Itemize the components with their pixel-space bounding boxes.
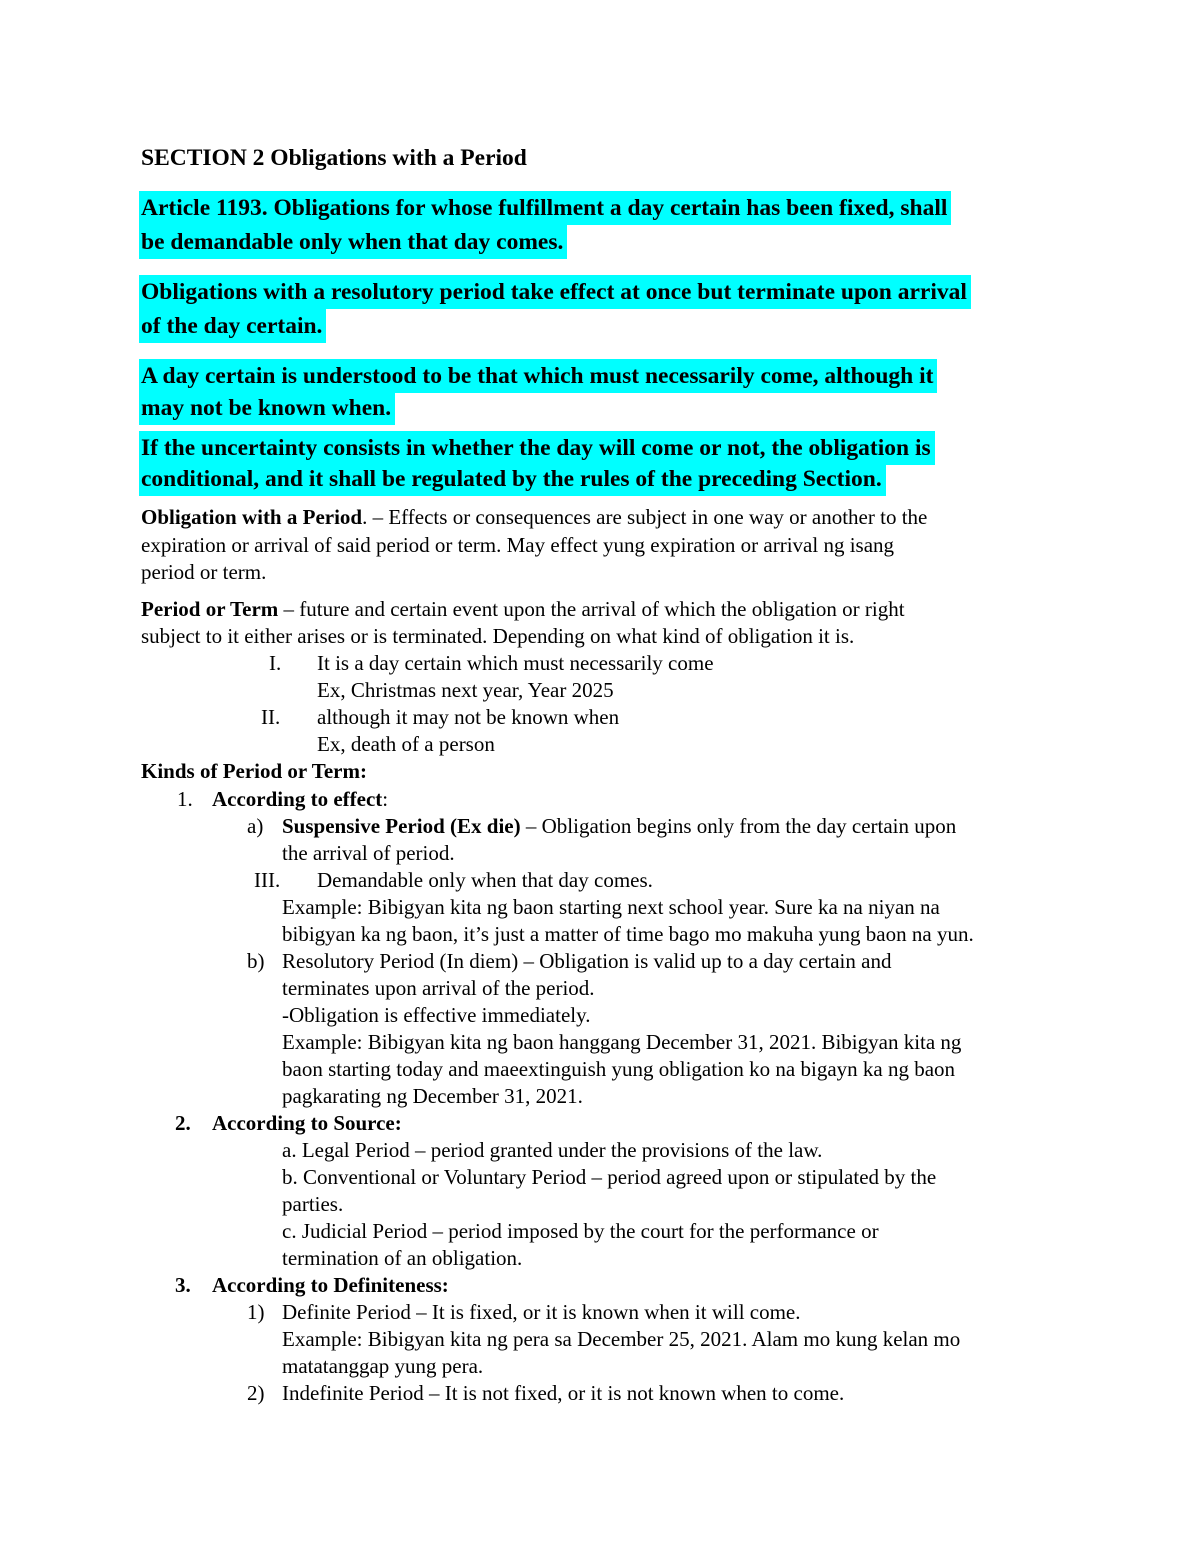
article-para4-line-1: If the uncertainty consists in whether the day will come or not, the obligation is <box>139 431 935 465</box>
roman-item-1: It is a day certain which must necessarily come <box>317 651 714 675</box>
roman-marker-1: I. <box>269 651 282 675</box>
kind2-c-line-1: c. Judicial Period – period imposed by the court for the performance or <box>282 1219 879 1243</box>
article-para3-line-1: A day certain is understood to be that which must necessarily come, although it <box>139 359 937 393</box>
article-para2-line-2: of the day certain. <box>139 309 326 343</box>
kind1-title-line: According to effect: <box>212 787 389 811</box>
kind1-b-line-6: pagkarating ng December 31, 2021. <box>282 1084 583 1108</box>
article-para2-line-1: Obligations with a resolutory period take effect at once but terminate upon arrival <box>139 275 971 309</box>
kind2-c-line-2: termination of an obligation. <box>282 1246 523 1270</box>
roman-item-2-example: Ex, death of a person <box>317 732 495 756</box>
kind1-a-marker: a) <box>247 814 264 838</box>
kind3-item1-line-1: Definite Period – It is fixed, or it is known when it will come. <box>282 1300 801 1324</box>
definition1-line-3: period or term. <box>141 560 267 584</box>
article-para4-line-2: conditional, and it shall be regulated by the rules of the preceding Section. <box>139 462 886 496</box>
kind3-item1-marker: 1) <box>247 1300 265 1324</box>
kind3-item1-line-3: matatanggap yung pera. <box>282 1354 484 1378</box>
roman-item-1-example: Ex, Christmas next year, Year 2025 <box>317 678 614 702</box>
kind1-a-line-1: Suspensive Period (Ex die) – Obligation begins only from the day certain upon <box>282 814 957 838</box>
kind2-a: a. Legal Period – period granted under the provisions of the law. <box>282 1138 823 1162</box>
kind1-a-line-2: the arrival of period. <box>282 841 455 865</box>
definition1-line-2: expiration or arrival of said period or term. May effect yung expiration or arrival ng isang <box>141 533 895 557</box>
article-para3-line-2: may not be known when. <box>139 391 395 425</box>
kind2-b-line-1: b. Conventional or Voluntary Period – period agreed upon or stipulated by the <box>282 1165 937 1189</box>
definition1-term: Obligation with a Period <box>141 505 363 529</box>
kind2-b-line-2: parties. <box>282 1192 344 1216</box>
article-line-2: be demandable only when that day comes. <box>139 225 567 259</box>
kind1-marker: 1. <box>177 787 193 811</box>
kind1-iii-marker: III. <box>254 868 281 892</box>
kind1-b-line-3: -Obligation is effective immediately. <box>282 1003 591 1027</box>
kind1-b-line-5: baon starting today and maeextinguish yung obligation ko na bigayn ka ng baon <box>282 1057 956 1081</box>
kinds-heading: Kinds of Period or Term: <box>141 759 367 783</box>
kind1-b-line-2: terminates upon arrival of the period. <box>282 976 595 1000</box>
suspensive-term: Suspensive Period (Ex die) <box>282 814 521 838</box>
roman-marker-2: II. <box>261 705 281 729</box>
kind1-b-line-1: Resolutory Period (In diem) – Obligation is valid up to a day certain and <box>282 949 892 973</box>
kind1-b-marker: b) <box>247 949 265 973</box>
kind1-iii-text: Demandable only when that day comes. <box>317 868 653 892</box>
definition2-line-1: Period or Term – future and certain event upon the arrival of which the obligation or right <box>141 597 905 621</box>
article-label: Article 1193. <box>141 195 268 221</box>
roman-item-2: although it may not be known when <box>317 705 620 729</box>
kind2-marker: 2. <box>175 1111 191 1135</box>
kind3-marker: 3. <box>175 1273 191 1297</box>
kind1-b-line-4: Example: Bibigyan kita ng baon hanggang December 31, 2021. Bibigyan kita ng <box>282 1030 962 1054</box>
kind3-title: According to Definiteness: <box>212 1273 449 1297</box>
article-line-1: Article 1193. Obligations for whose fulfillment a day certain has been fixed, shall <box>139 191 951 225</box>
definition2-term: Period or Term <box>141 597 279 621</box>
section-title: SECTION 2 Obligations with a Period <box>141 145 527 171</box>
kind1-iii-example-1: Example: Bibigyan kita ng baon starting next school year. Sure ka na niyan na <box>282 895 940 919</box>
kind3-item2-marker: 2) <box>247 1381 265 1405</box>
kind1-iii-example-2: bibigyan ka ng baon, it’s just a matter of time bago mo makuha yung baon na yun. <box>282 922 974 946</box>
kind3-item2-line-1: Indefinite Period – It is not fixed, or it is not known when to come. <box>282 1381 845 1405</box>
kind3-item1-line-2: Example: Bibigyan kita ng pera sa December 25, 2021. Alam mo kung kelan mo <box>282 1327 961 1351</box>
kind2-title: According to Source: <box>212 1111 402 1135</box>
definition1-line-1: Obligation with a Period. – Effects or consequences are subject in one way or another to the <box>141 505 928 529</box>
kind1-title: According to effect <box>212 787 383 811</box>
definition2-line-2: subject to it either arises or is terminated. Depending on what kind of obligation it is. <box>141 624 855 648</box>
